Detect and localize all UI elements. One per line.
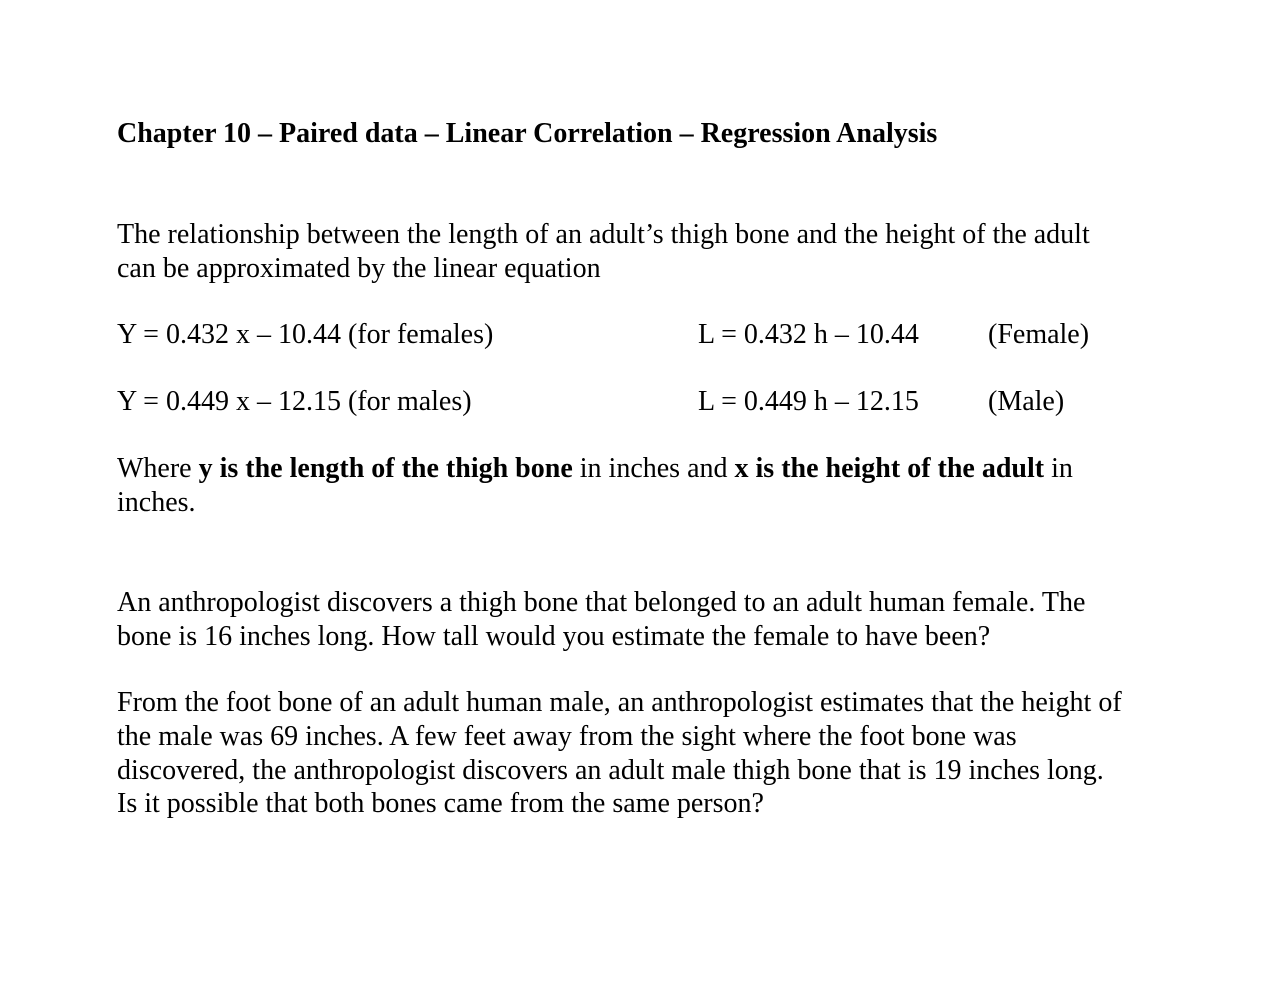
- variable-definition-line-1: [117, 452, 1073, 486]
- y-definition: y is the length of the thigh bone: [198, 453, 573, 484]
- variable-definition-line-2: inches.: [117, 487, 196, 518]
- equation-male-label: (Male): [988, 386, 1065, 417]
- equation-male-xy: Y = 0.449 x – 12.15 (for males): [117, 386, 472, 417]
- equation-female-xy: Y = 0.432 x – 10.44 (for females): [117, 319, 494, 350]
- equation-female-lh: L = 0.432 h – 10.44: [698, 319, 919, 350]
- where-text-1: Where: [117, 453, 199, 484]
- problem-1-line-1: An anthropologist discovers a thigh bone that belonged to an adult human female. The: [117, 587, 1086, 618]
- where-text-3: in: [1044, 453, 1073, 484]
- x-definition: x is the height of the adult: [734, 453, 1045, 484]
- where-text-2: in inches and: [572, 453, 735, 484]
- equation-male-lh: L = 0.449 h – 12.15: [698, 386, 919, 417]
- problem-2-line-3: discovered, the anthropologist discovers an adult male thigh bone that is 19 inches long.: [117, 755, 1104, 786]
- equation-female-label: (Female): [988, 319, 1090, 350]
- problem-2-line-1: From the foot bone of an adult human male, an anthropologist estimates that the height of: [117, 687, 1122, 718]
- page-title: Chapter 10 – Paired data – Linear Correlation – Regression Analysis: [117, 118, 938, 149]
- problem-2-line-4: Is it possible that both bones came from the same person?: [117, 788, 764, 819]
- intro-line-2: can be approximated by the linear equation: [117, 253, 601, 284]
- problem-2-line-2: the male was 69 inches. A few feet away from the sight where the foot bone was: [117, 721, 1017, 752]
- intro-line-1: The relationship between the length of an adult’s thigh bone and the height of the adult: [117, 219, 1090, 250]
- problem-1-line-2: bone is 16 inches long. How tall would you estimate the female to have been?: [117, 621, 991, 652]
